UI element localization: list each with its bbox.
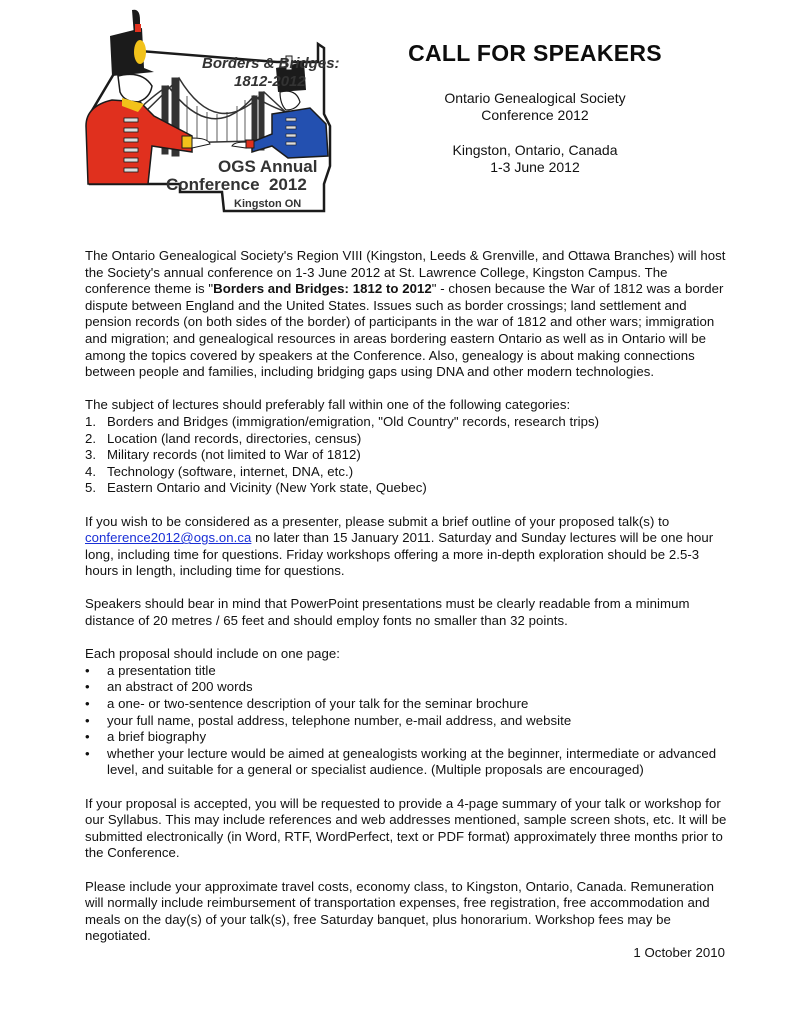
- logo-ogs-annual: OGS Annual: [218, 157, 318, 176]
- category-text: Location (land records, directories, census): [107, 430, 362, 446]
- categories-list: [85, 414, 735, 497]
- category-item: [85, 480, 735, 497]
- category-item: [85, 431, 735, 448]
- bullet-icon: •: [85, 729, 90, 745]
- bullet-icon: •: [85, 712, 90, 728]
- email-link[interactable]: conference2012@ogs.on.ca: [85, 530, 252, 546]
- category-item: [85, 464, 735, 481]
- intro-text-1: The Ontario Genealogical Society's Region VIII (Kingston, Leeds & Grenville, and Ottawa Branches) will host the Society's annual conference on 1-3 June 2012 at St. Lawrence College, Kingston Campus. The conference theme is ": [85, 248, 726, 297]
- proposal-text: a brief biography: [107, 729, 207, 745]
- logo-theme-line2: 1812-2012: [234, 73, 306, 90]
- event-name: Conference 2012: [481, 107, 589, 123]
- category-item: [85, 447, 735, 464]
- proposal-text: an abstract of 200 words: [107, 679, 253, 695]
- category-item: [85, 414, 735, 431]
- bullet-icon: •: [85, 696, 90, 712]
- list-number: 1.: [85, 413, 97, 429]
- list-number: 4.: [85, 463, 97, 479]
- remuneration-paragraph: Please include your approximate travel costs, economy class, to Kingston, Ontario, Canada. Remuneration will normally include reimbursement of transportation expenses, free registration, free accommodation and meals on the day(s) of your talk(s), free Saturday banquet, plus honorarium. Workshop fees may be negotiated.: [85, 878, 714, 944]
- proposal-item: [85, 663, 735, 680]
- proposal-text: your full name, postal address, telephone number, e-mail address, and website: [107, 712, 572, 728]
- conference-theme: Borders and Bridges: 1812 to 2012: [213, 281, 432, 297]
- category-text: Technology (software, internet, DNA, etc.): [107, 463, 354, 479]
- document-header: [385, 40, 685, 176]
- proposal-item: [85, 696, 735, 713]
- submission-paragraph: [85, 514, 735, 580]
- page-title: CALL FOR SPEAKERS: [408, 40, 662, 66]
- syllabus-paragraph: If your proposal is accepted, you will be requested to provide a 4-page summary of your talk or workshop for our Syllabus. This may include references and web addresses mentioned, sample screen shots, etc. It will be submitted electronically (in Word, RTF, WordPerfect, text or PDF format) approximately three months prior to the Conference.: [85, 795, 727, 861]
- proposal-section: [85, 646, 735, 779]
- proposal-item: [85, 729, 735, 746]
- proposal-item: [85, 679, 735, 696]
- submission-text-1: If you wish to be considered as a presenter, please submit a brief outline of your proposed talk(s) to: [85, 513, 670, 529]
- category-text: Borders and Bridges (immigration/emigration, "Old Country" records, research trips): [107, 413, 600, 429]
- bullet-icon: •: [85, 679, 90, 695]
- organization-name: Ontario Genealogical Society: [444, 90, 626, 106]
- event-location: Kingston, Ontario, Canada: [452, 142, 618, 158]
- proposal-item: [85, 713, 735, 730]
- intro-paragraph: [85, 248, 735, 381]
- logo-conference-2012: Conference 2012: [166, 175, 307, 194]
- list-number: 2.: [85, 430, 97, 446]
- categories-section: [85, 397, 735, 497]
- event-dates: 1-3 June 2012: [490, 159, 580, 175]
- proposal-item: [85, 746, 735, 779]
- proposal-text: a presentation title: [107, 662, 216, 678]
- document-date: 1 October 2010: [633, 944, 725, 960]
- logo-kingston-on: Kingston ON: [234, 198, 302, 210]
- category-text: Eastern Ontario and Vicinity (New York state, Quebec): [107, 480, 427, 496]
- proposal-text: whether your lecture would be aimed at genealogists working at the beginner, intermediate or advanced level, and suitable for a general or specialist audience. (Multiple proposals are encouraged): [107, 745, 717, 778]
- logo-theme-line1: Borders & Bridges:: [202, 55, 340, 72]
- document-body: [85, 248, 735, 962]
- categories-lead: The subject of lectures should preferably fall within one of the following categories:: [85, 397, 571, 413]
- proposal-list: [85, 663, 735, 779]
- bullet-icon: •: [85, 662, 90, 678]
- list-number: 3.: [85, 447, 97, 463]
- powerpoint-paragraph: Speakers should bear in mind that PowerPoint presentations must be clearly readable from a minimum distance of 20 metres / 65 feet and should employ fonts no smaller than 32 points.: [85, 596, 690, 629]
- list-number: 5.: [85, 480, 97, 496]
- intro-text-2: " - chosen because the War of 1812 was a border dispute between England and the United States. Issues such as border crossings; land settlement and pension records (on both sides of the border) of participants in the war of 1812 and other wars; immigration and migration; and genealogical resources in areas bordering eastern Ontario as well as in Ontario will be among the topics covered by speakers at the Conference. Also, genealogy is about making connections between people and families, including bridging gaps using DNA and other modern technologies.: [85, 281, 724, 380]
- conference-logo: [82, 6, 340, 216]
- bullet-icon: •: [85, 745, 90, 761]
- category-text: Military records (not limited to War of 1812): [107, 447, 361, 463]
- proposal-lead: Each proposal should include on one page:: [85, 646, 341, 662]
- submission-text-2: no later than 15 January 2011. Saturday and Sunday lectures will be one hour long, including time for questions. Friday workshops offering a more in-depth exploration should be 2.5-3 hours in length, including time for questions.: [85, 530, 714, 579]
- proposal-text: a one- or two-sentence description of your talk for the seminar brochure: [107, 696, 529, 712]
